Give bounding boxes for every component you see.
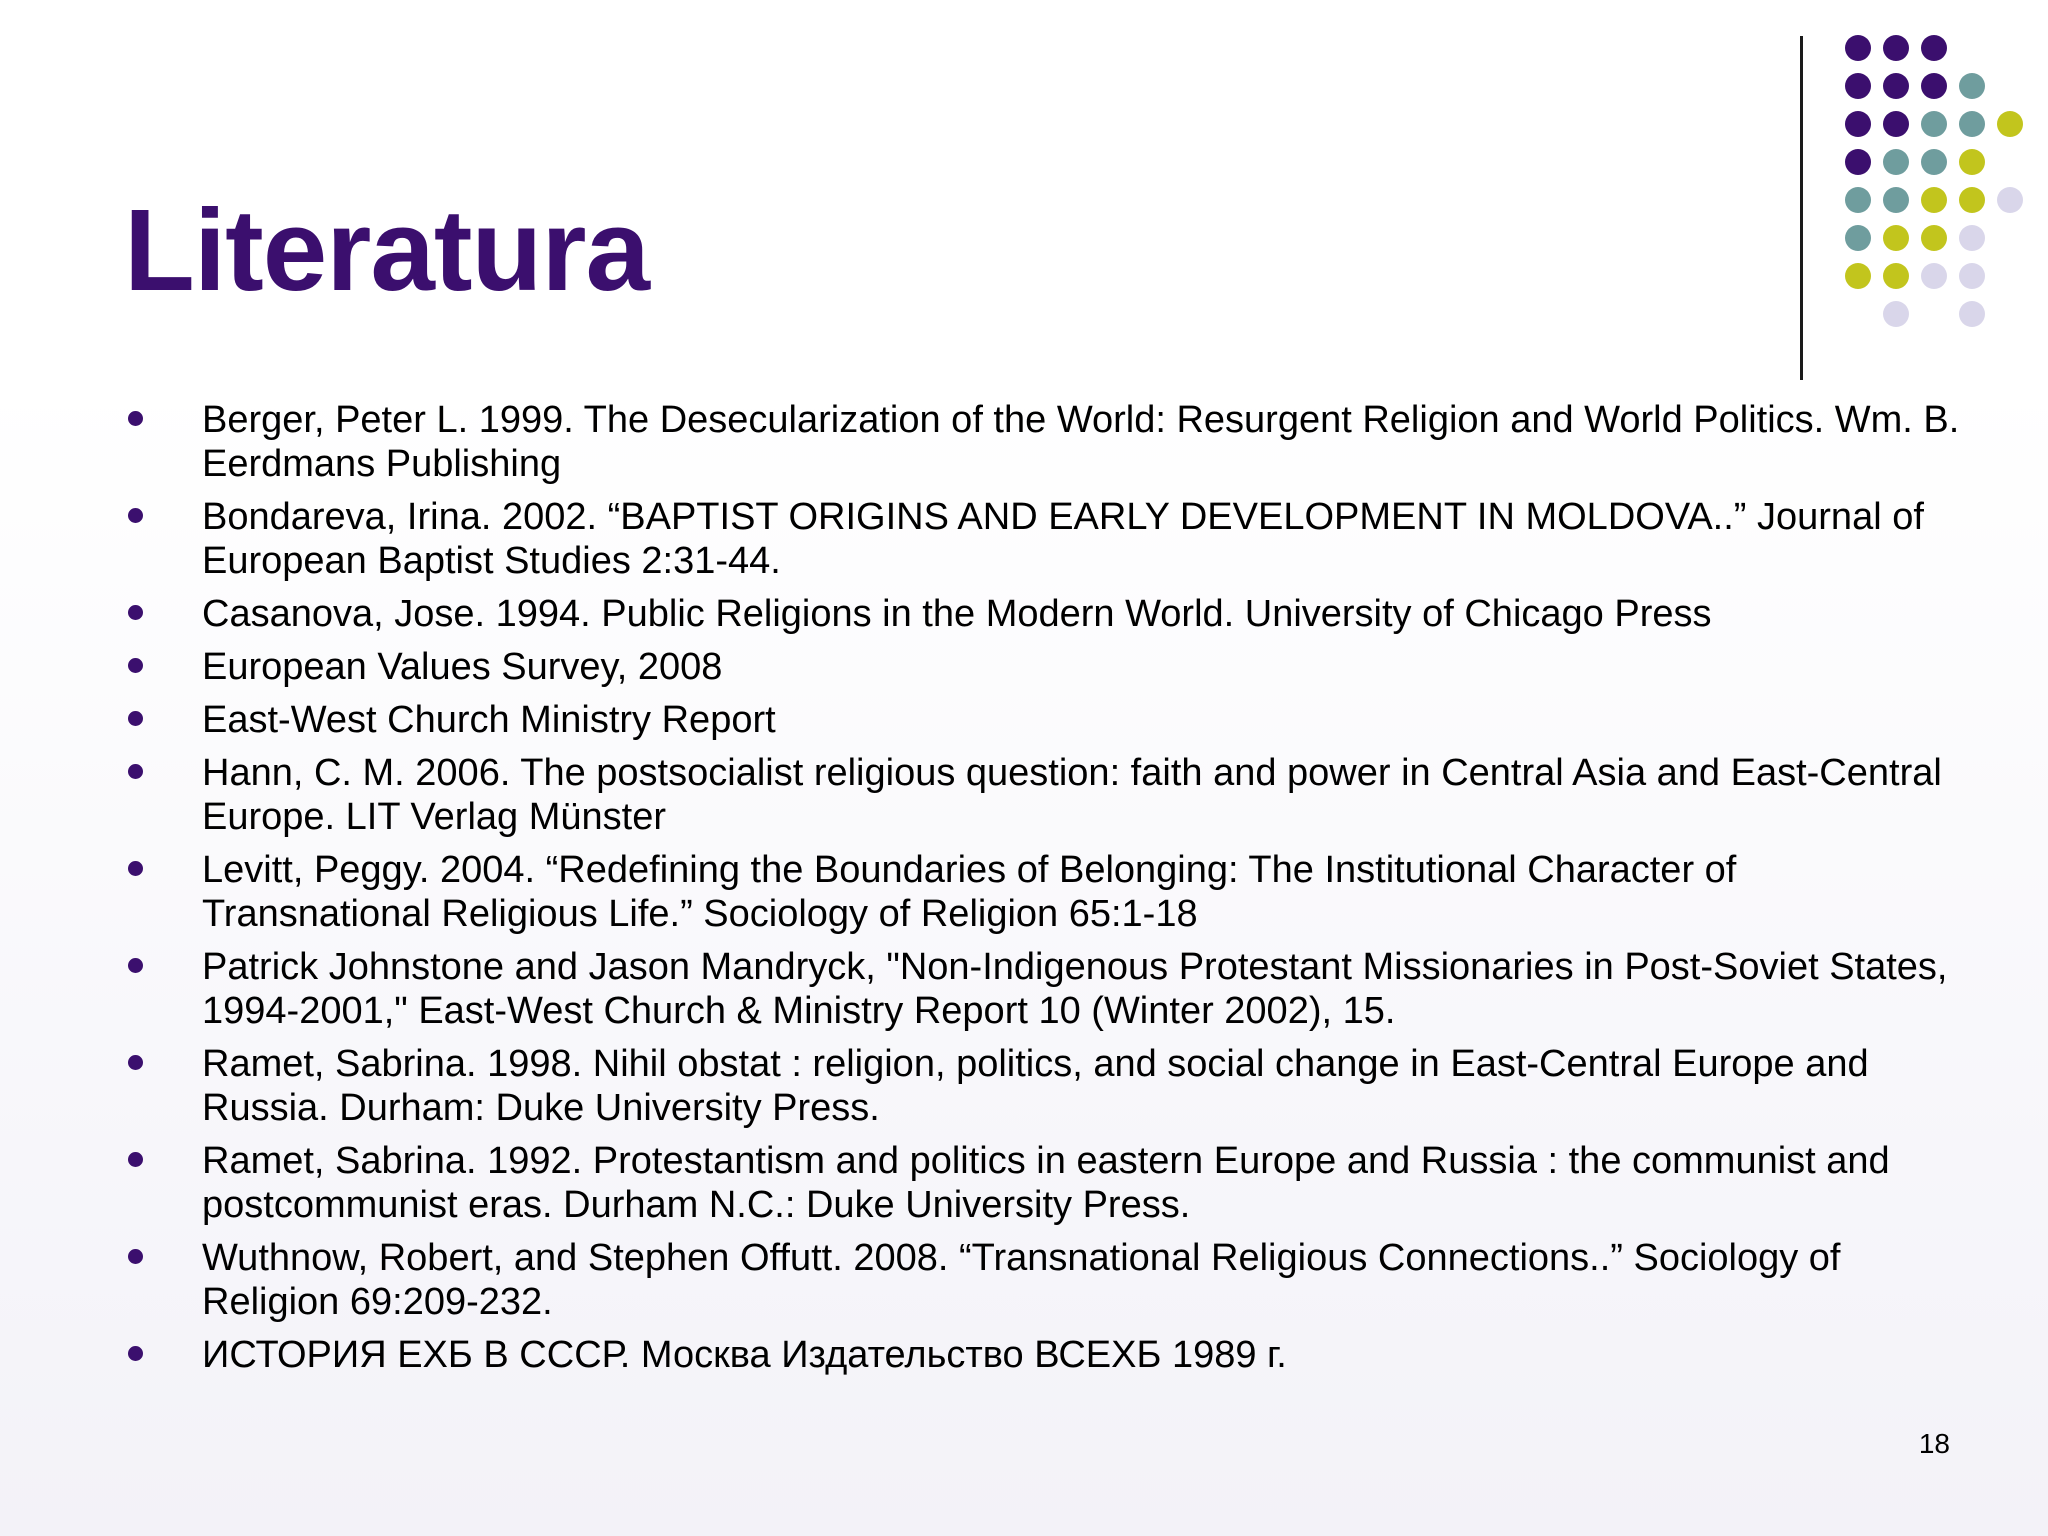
reference-item — [124, 592, 1964, 636]
dot — [1959, 187, 1985, 213]
bullet-icon — [128, 711, 143, 726]
bullet-icon — [128, 605, 143, 620]
dot — [1845, 263, 1871, 289]
dot-grid-group — [1845, 35, 2023, 327]
dot — [1921, 187, 1947, 213]
dot — [1921, 35, 1947, 61]
reference-text: Wuthnow, Robert, and Stephen Offutt. 2008. “Transnational Religious Connections..” Sociology of Religion 69:209-232. — [202, 1237, 1841, 1323]
bullet-icon — [128, 1346, 143, 1361]
reference-text: Ramet, Sabrina. 1992. Protestantism and politics in eastern Europe and Russia : the communist and postcommunist eras. Durham N.C.: Duke University Press. — [202, 1140, 1890, 1226]
reference-text: Berger, Peter L. 1999. The Desecularization of the World: Resurgent Religion and World Politics. Wm. B. Eerdmans Publishing — [202, 399, 1960, 485]
dot — [1921, 263, 1947, 289]
reference-text: Bondareva, Irina. 2002. “BAPTIST ORIGINS AND EARLY DEVELOPMENT IN MOLDOVA..” Journal of European Baptist Studies 2:31-44. — [202, 496, 1924, 582]
bullet-icon — [128, 1249, 143, 1264]
dot — [1997, 111, 2023, 137]
dot — [1959, 263, 1985, 289]
reference-item — [124, 698, 1964, 742]
bullet-icon — [128, 1152, 143, 1167]
reference-item — [124, 1042, 1964, 1130]
dot — [1959, 225, 1985, 251]
dot — [1959, 149, 1985, 175]
dot — [1883, 263, 1909, 289]
bullet-icon — [128, 508, 143, 523]
dot — [1845, 73, 1871, 99]
dot — [1883, 187, 1909, 213]
reference-text: Hann, C. M. 2006. The postsocialist religious question: faith and power in Central Asia and East-Central Europe. LIT Verlag Münster — [202, 752, 1942, 838]
dot — [1921, 73, 1947, 99]
dot — [1959, 301, 1985, 327]
reference-item — [124, 751, 1964, 839]
reference-text: European Values Survey, 2008 — [202, 646, 723, 688]
reference-item — [124, 848, 1964, 936]
bullet-icon — [128, 764, 143, 779]
dot — [1845, 225, 1871, 251]
reference-item — [124, 1139, 1964, 1227]
dot — [1883, 73, 1909, 99]
dot — [1921, 111, 1947, 137]
dot — [1883, 301, 1909, 327]
reference-list — [124, 398, 1964, 1386]
reference-text: Ramet, Sabrina. 1998. Nihil obstat : religion, politics, and social change in East-Central Europe and Russia. Durham: Duke University Press. — [202, 1043, 1869, 1129]
bullet-icon — [128, 411, 143, 426]
dot — [1959, 73, 1985, 99]
reference-item — [124, 645, 1964, 689]
dot — [1883, 35, 1909, 61]
bullet-icon — [128, 958, 143, 973]
dot — [1921, 149, 1947, 175]
reference-text: Casanova, Jose. 1994. Public Religions in the Modern World. University of Chicago Press — [202, 593, 1712, 635]
dot — [1845, 35, 1871, 61]
dot — [1845, 111, 1871, 137]
bullet-icon — [128, 861, 143, 876]
dot — [1883, 149, 1909, 175]
reference-text: Levitt, Peggy. 2004. “Redefining the Boundaries of Belonging: The Institutional Character of Transnational Religious Life.” Sociology of Religion 65:1-18 — [202, 849, 1737, 935]
reference-item — [124, 1333, 1964, 1377]
reference-text: ИСТОРИЯ ЕХБ В СССР. Москва Издательство ВСЕХБ 1989 г. — [202, 1334, 1287, 1376]
reference-item — [124, 495, 1964, 583]
bullet-icon — [128, 658, 143, 673]
reference-item — [124, 1236, 1964, 1324]
bullet-icon — [128, 1055, 143, 1070]
reference-text: Patrick Johnstone and Jason Mandryck, "Non-Indigenous Protestant Missionaries in Post-Soviet States, 1994-2001," East-West Church & Ministry Report 10 (Winter 2002), 15. — [202, 946, 1948, 1032]
dot — [1997, 187, 2023, 213]
slide-title: Literatura — [124, 185, 650, 315]
dot — [1921, 225, 1947, 251]
slide-number: 18 — [1918, 1428, 1950, 1459]
dot — [1845, 149, 1871, 175]
reference-item — [124, 945, 1964, 1033]
dot — [1883, 225, 1909, 251]
dot — [1959, 111, 1985, 137]
reference-item — [124, 398, 1964, 486]
vertical-divider — [1800, 36, 1803, 380]
reference-text: East-West Church Ministry Report — [202, 699, 776, 741]
dot — [1883, 111, 1909, 137]
dot — [1845, 187, 1871, 213]
